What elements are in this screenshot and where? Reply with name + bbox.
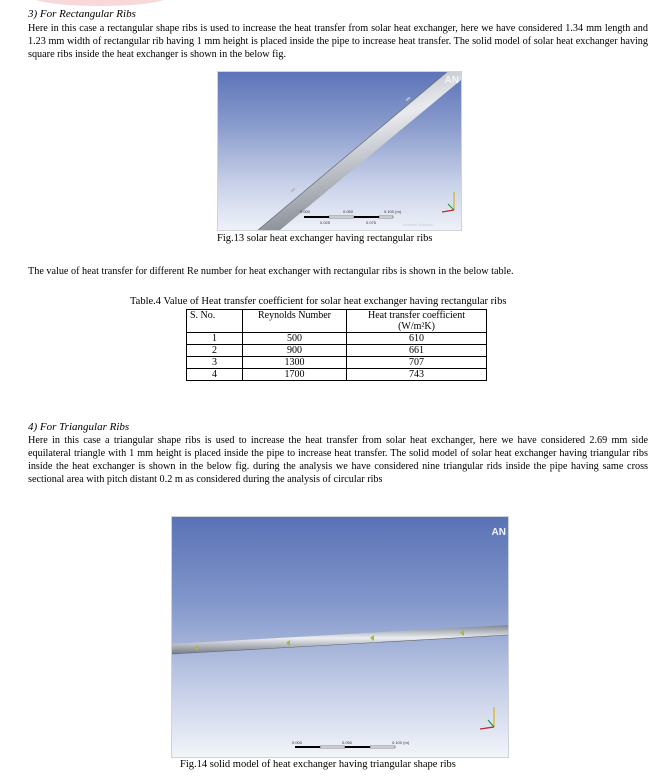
paragraph-triangular-ribs: Here in this case a triangular shape ribs is used to increase the heat transfer from solar heat exchanger, here we have considered 2.69 mm side equilateral triangle with 1 mm height is placed inside the pipe to increase heat transfer. The solid model of solar heat exchanger having triangular ribs inside the heat exchanger is shown in the below fig. during the analysis we have considered nine triangular rids inside the pipe having same cross sectional area with pitch distant 0.2 m as considered during the analysis of circular ribs (28, 435, 648, 485)
scale-label: 0.075 (366, 220, 377, 225)
cell-htc: 610 (347, 333, 487, 345)
brand-logo-fragment: AN (491, 527, 506, 538)
axis-triad (480, 707, 494, 729)
cell-sno: 3 (187, 357, 243, 369)
pipe-body (172, 625, 508, 654)
rib-marker (405, 96, 411, 102)
activate-windows-watermark: Activate Window (403, 222, 433, 227)
column-header-htc-unit: (W/m²K) (398, 321, 435, 332)
scale-label: 0.100 (m) (384, 209, 402, 214)
scale-bar (304, 216, 393, 218)
scale-label: 0.000 (292, 740, 303, 745)
pipe-body (258, 72, 461, 230)
section-heading-rectangular-ribs: 3) For Rectangular Ribs (28, 8, 136, 20)
table-intro-text: The value of heat transfer for different Re number for heat exchanger with rectangular ribs is shown in the below table. (28, 266, 514, 277)
cell-reynolds: 1700 (243, 369, 347, 381)
figure-14-caption: Fig.14 solid model of heat exchanger having triangular shape ribs (180, 759, 456, 770)
cell-htc: 661 (347, 345, 487, 357)
table-row (187, 333, 487, 345)
figure-14-triangular-ribs-model (171, 516, 509, 758)
table-header-row (187, 310, 487, 333)
table-4-title: Table.4 Value of Heat transfer coefficient for solar heat exchanger having rectangular ribs (130, 296, 507, 307)
decorative-header-blob (30, 0, 170, 6)
cell-reynolds: 900 (243, 345, 347, 357)
figure-13-rectangular-ribs-model (217, 71, 462, 231)
table-row (187, 369, 487, 381)
cell-htc: 707 (347, 357, 487, 369)
axis-triad (442, 192, 454, 212)
cell-reynolds: 1300 (243, 357, 347, 369)
table-row (187, 345, 487, 357)
scale-label: 0.050 (343, 209, 354, 214)
figure-13-graphic (218, 72, 461, 230)
rib-marker (290, 187, 296, 193)
cell-sno: 1 (187, 333, 243, 345)
table-row (187, 357, 487, 369)
cell-reynolds: 500 (243, 333, 347, 345)
cell-sno: 2 (187, 345, 243, 357)
heat-transfer-table (186, 309, 487, 381)
brand-logo-fragment: AN (444, 75, 459, 86)
figure-14-graphic (172, 517, 508, 757)
column-header-sno: S. No. (187, 310, 243, 333)
column-header-htc-line1: Heat transfer coefficient (368, 310, 465, 321)
paragraph-rectangular-ribs: Here in this case a rectangular shape ribs is used to increase the heat transfer from solar heat exchanger, here we have considered 1.34 mm length and 1.23 mm width of rectangular rib having 1 mm height is placed inside the pipe to increase heat transfer. The solid model of solar heat exchanger having square ribs inside the heat exchanger is shown in the below fig. (28, 23, 648, 60)
section-heading-triangular-ribs: 4) For Triangular Ribs (28, 421, 130, 433)
scale-bar (295, 746, 395, 748)
cell-htc: 743 (347, 369, 487, 381)
figure-13-caption: Fig.13 solar heat exchanger having rectangular ribs (217, 233, 433, 244)
scale-label: 0.000 (300, 209, 311, 214)
scale-label: 0.100 (m) (392, 740, 410, 745)
column-header-reynolds: Reynolds Number (243, 310, 347, 333)
scale-label: 0.050 (342, 740, 353, 745)
cell-sno: 4 (187, 369, 243, 381)
column-header-htc (347, 310, 487, 333)
scale-label: 0.025 (320, 220, 331, 225)
